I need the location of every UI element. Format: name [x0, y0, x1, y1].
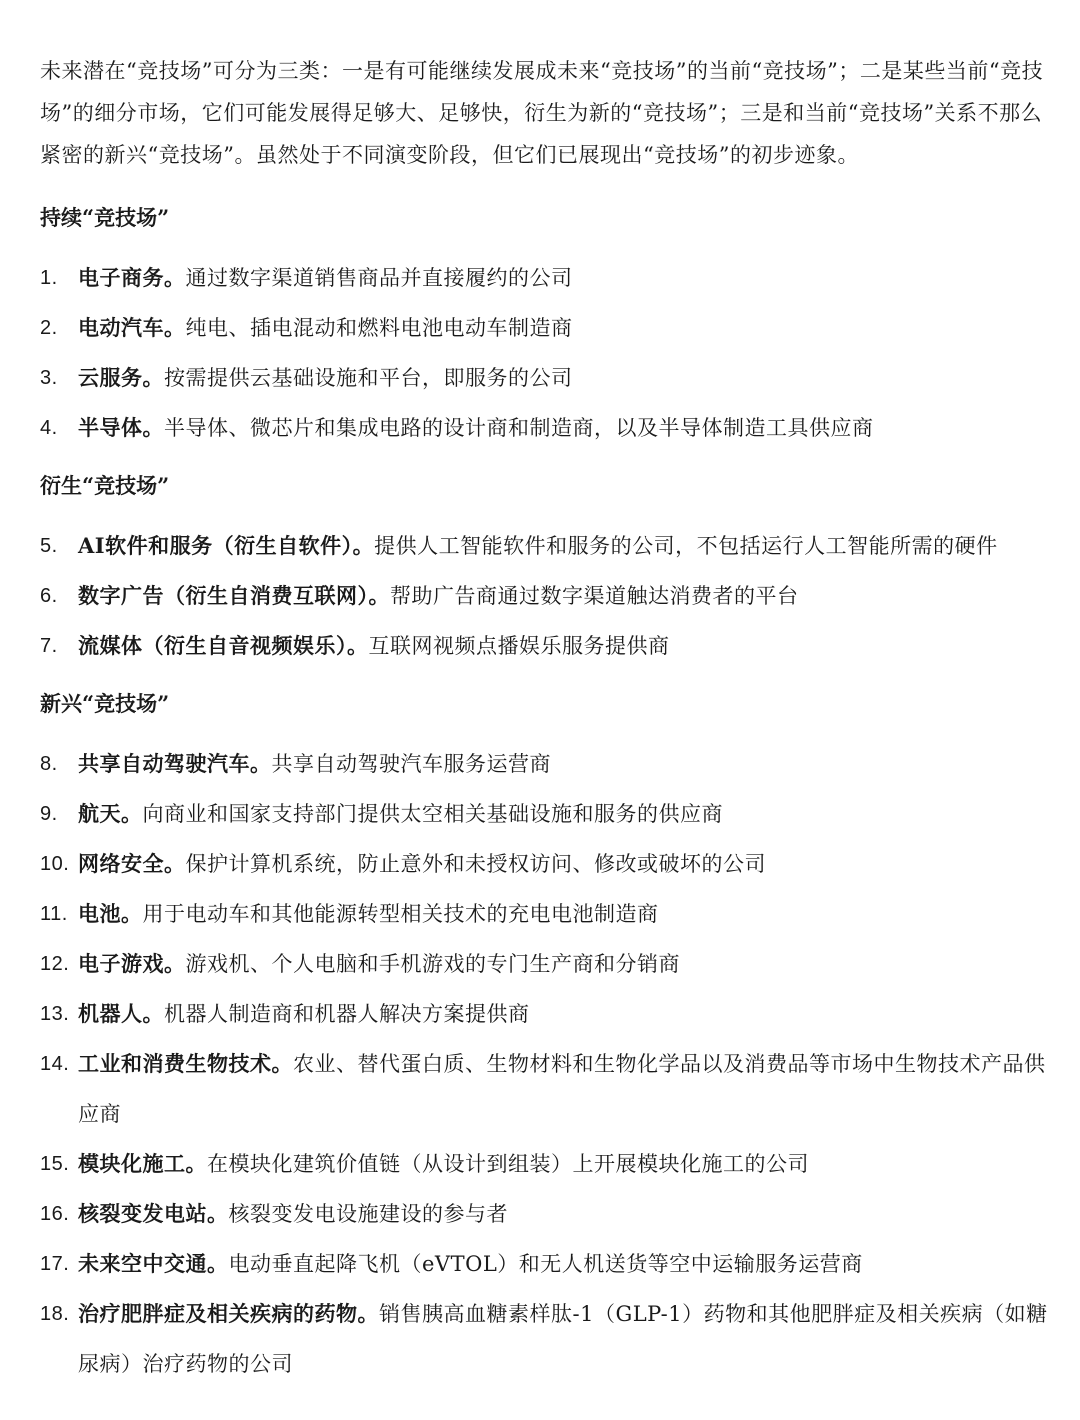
list-item [40, 1289, 1050, 1389]
item-term: AI软件和服务（衍生自软件）。 [78, 533, 375, 558]
item-number: 8. [40, 753, 58, 775]
item-term: 机器人。 [78, 1001, 164, 1026]
list-item [40, 889, 1050, 939]
item-term: 电子游戏。 [78, 951, 186, 976]
section-continuing [40, 203, 1050, 453]
arena-list [40, 521, 1050, 671]
item-description: 纯电、插电混动和燃料电池电动车制造商 [185, 316, 573, 340]
section-derived [40, 471, 1050, 671]
list-item [40, 1189, 1050, 1239]
item-number: 14. [40, 1053, 70, 1075]
item-number: 10. [40, 853, 70, 875]
item-number: 2. [40, 317, 58, 339]
item-description: 半导体、微芯片和集成电路的设计商和制造商，以及半导体制造工具供应商 [164, 416, 874, 440]
item-description: 核裂变发电设施建设的参与者 [228, 1202, 508, 1226]
document-page [40, 50, 1050, 1393]
item-description: 共享自动驾驶汽车服务运营商 [271, 752, 551, 776]
item-number: 12. [40, 953, 70, 975]
item-number: 18. [40, 1303, 70, 1325]
item-description: 农业、替代蛋白质、生物材料和生物化学品以及消费品等市场中生物技术产品供应商 [78, 1052, 1046, 1126]
item-description: 在模块化建筑价值链（从设计到组装）上开展模块化施工的公司 [207, 1152, 809, 1176]
item-description: 销售胰高血糖素样肽-1（GLP-1）药物和其他肥胖症及相关疾病（如糖尿病）治疗药物的公司 [78, 1302, 1048, 1376]
section-title: 衍生“竞技场” [40, 473, 170, 498]
item-number: 6. [40, 585, 58, 607]
list-item [40, 253, 1050, 303]
item-number: 13. [40, 1003, 70, 1025]
section-title: 新兴“竞技场” [40, 691, 170, 716]
list-item [40, 789, 1050, 839]
item-term: 半导体。 [78, 415, 164, 440]
item-number: 16. [40, 1203, 70, 1225]
item-description: 按需提供云基础设施和平台，即服务的公司 [164, 366, 573, 390]
item-description: 向商业和国家支持部门提供太空相关基础设施和服务的供应商 [142, 802, 723, 826]
item-term: 未来空中交通。 [78, 1251, 229, 1276]
intro-paragraph: 未来潜在“竞技场”可分为三类：一是有可能继续发展成未来“竞技场”的当前“竞技场”；二是某些当前“竞技场”的细分市场，它们可能发展得足够大、足够快，衍生为新的“竞技场”；三是和当前“竞技场”关系不那么紧密的新兴“竞技场”。虽然处于不同演变阶段，但它们已展现出“竞技场”的初步迹象。 [40, 59, 1044, 167]
list-item [40, 939, 1050, 989]
item-term: 网络安全。 [78, 851, 186, 876]
item-number: 1. [40, 267, 58, 289]
item-number: 15. [40, 1153, 70, 1175]
item-term: 航天。 [78, 801, 143, 826]
list-item [40, 1239, 1050, 1289]
item-number: 7. [40, 635, 58, 657]
list-item [40, 403, 1050, 453]
item-term: 共享自动驾驶汽车。 [78, 751, 272, 776]
item-term: 云服务。 [78, 365, 164, 390]
list-item [40, 521, 1050, 571]
item-description: 机器人制造商和机器人解决方案提供商 [164, 1002, 530, 1026]
item-term: 核裂变发电站。 [78, 1201, 229, 1226]
item-description: 电动垂直起降飞机（eVTOL）和无人机送货等空中运输服务运营商 [228, 1252, 863, 1276]
item-term: 电子商务。 [78, 265, 186, 290]
item-description: 互联网视频点播娱乐服务提供商 [368, 634, 670, 658]
item-number: 5. [40, 535, 58, 557]
item-description: 用于电动车和其他能源转型相关技术的充电电池制造商 [142, 902, 659, 926]
list-item [40, 739, 1050, 789]
list-item [40, 621, 1050, 671]
item-number: 3. [40, 367, 58, 389]
item-description: 保护计算机系统，防止意外和未授权访问、修改或破坏的公司 [185, 852, 766, 876]
section-emerging [40, 689, 1050, 1389]
list-item [40, 303, 1050, 353]
item-term: 数字广告（衍生自消费互联网）。 [78, 583, 390, 608]
item-term: 电动汽车。 [78, 315, 186, 340]
item-term: 模块化施工。 [78, 1151, 207, 1176]
item-term: 工业和消费生物技术。 [78, 1051, 293, 1076]
item-term: 治疗肥胖症及相关疾病的药物。 [78, 1301, 379, 1326]
item-number: 17. [40, 1253, 70, 1275]
item-number: 11. [40, 903, 68, 925]
item-term: 流媒体（衍生自音视频娱乐）。 [78, 633, 369, 658]
item-term: 电池。 [78, 901, 143, 926]
list-item [40, 353, 1050, 403]
list-item [40, 989, 1050, 1039]
item-description: 通过数字渠道销售商品并直接履约的公司 [185, 266, 573, 290]
item-number: 9. [40, 803, 58, 825]
list-item [40, 839, 1050, 889]
section-title: 持续“竞技场” [40, 205, 170, 230]
list-item [40, 1039, 1050, 1139]
item-number: 4. [40, 417, 58, 439]
list-item [40, 1139, 1050, 1189]
item-description: 提供人工智能软件和服务的公司，不包括运行人工智能所需的硬件 [374, 534, 998, 558]
arena-list [40, 739, 1050, 1389]
list-item [40, 571, 1050, 621]
arena-list [40, 253, 1050, 453]
item-description: 帮助广告商通过数字渠道触达消费者的平台 [390, 584, 799, 608]
item-description: 游戏机、个人电脑和手机游戏的专门生产商和分销商 [185, 952, 680, 976]
